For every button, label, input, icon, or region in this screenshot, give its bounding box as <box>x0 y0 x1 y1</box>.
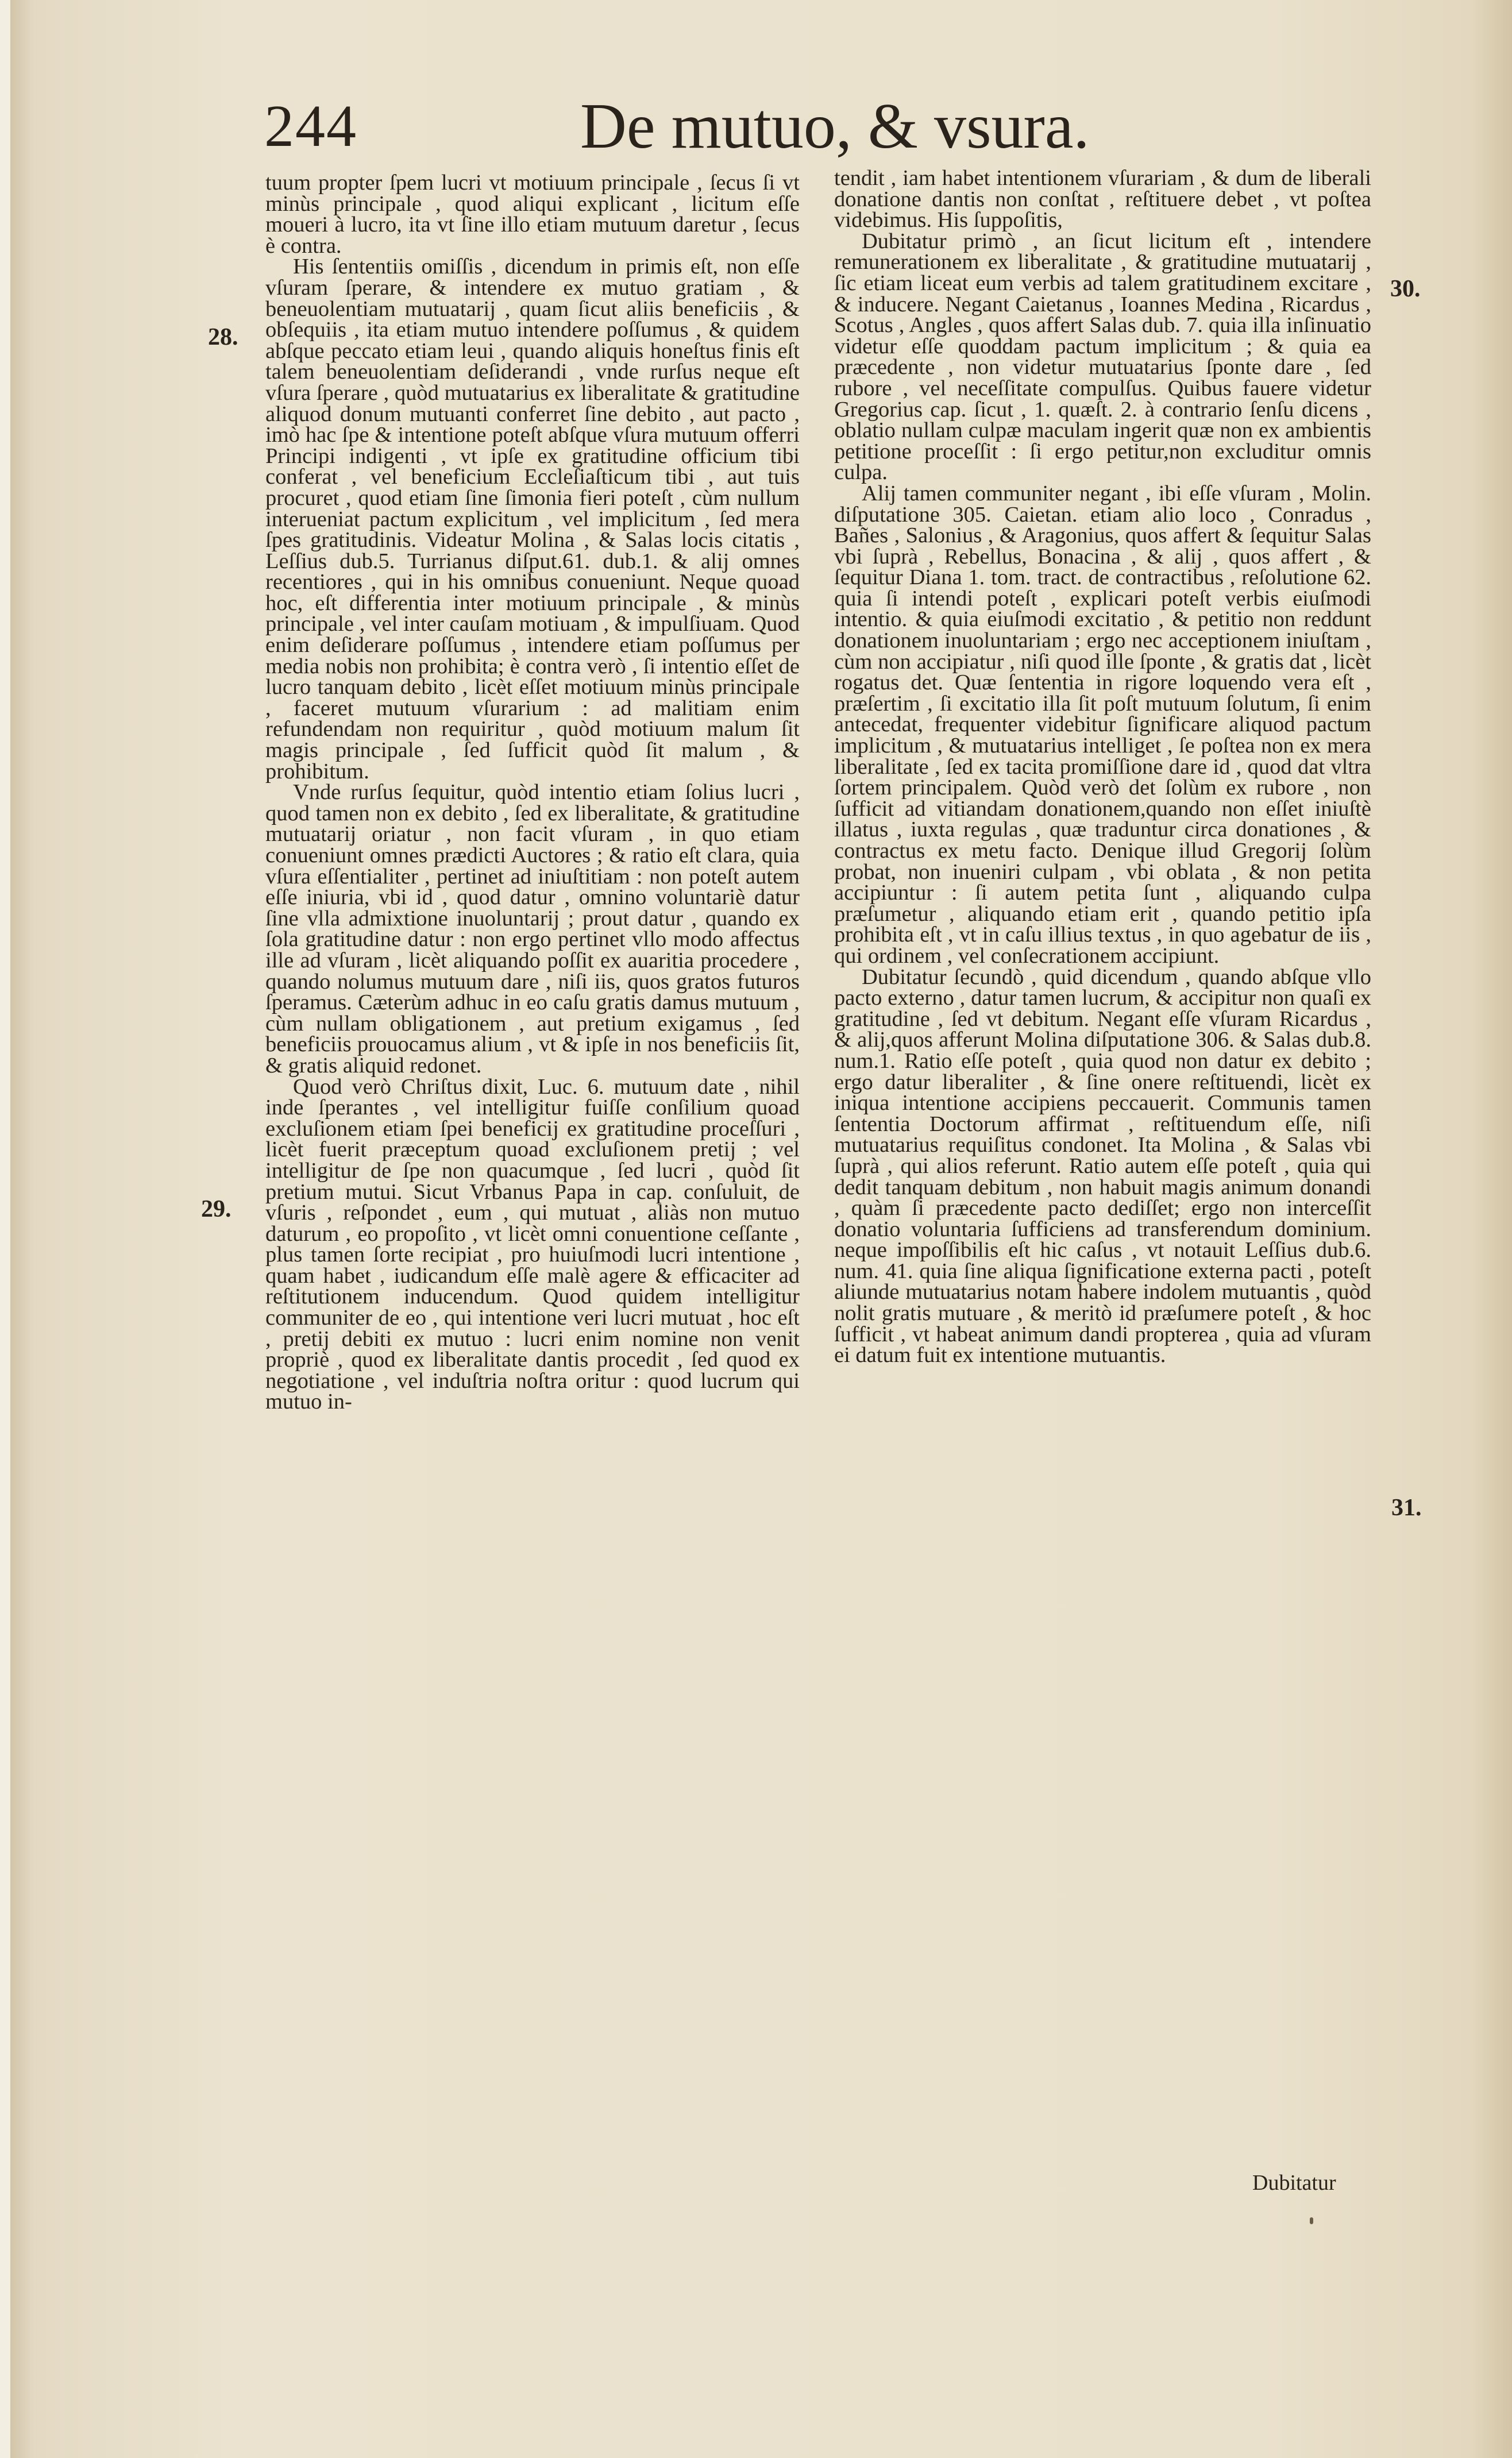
paragraph: tuum propter ſpem lucri vt motiuum principale , ſecus ſi vt minùs principale , quod aliqui explicant , licitum eſſe moueri à lucro, ita vt ſine illo etiam mutuum daretur , ſecus è contra. <box>265 171 800 258</box>
margin-number-30: 30. <box>1390 276 1421 302</box>
running-title: De mutuo, & vsura. <box>580 91 1090 162</box>
page-edge <box>0 0 10 2458</box>
paragraph: tendit , iam habet intentionem vſurariam , & dum de liberali donatione dantis non conſtat , reſtituere debet , vt poſtea videbimus. His ſuppoſitis, <box>834 166 1371 233</box>
paragraph: Dubitatur primò , an ſicut licitum eſt , intendere remunerationem ex liberalitate , & gratitudine mutuatarij , ſic etiam liceat eum verbis ad talem gratitudinem excitare , & inducere. Negant Caietanus , Ioannes Medina , Ricardus , Scotus , Angles , quos affert Salas dub. 7. quia illa inſinuatio videtur eſſe quoddam pactum implicitum ; & quia ea præcedente , non videtur mutuatarius ſponte dare , ſed rubore , vel neceſſitate compulſus. Quibus fauere videtur Gregorius cap. ſicut , 1. quæſt. 2. à contrario ſenſu dicens , oblatio nullam culpæ maculam ingerit quæ non ex ambientis petitione proceſſit : ſi ergo petitur,non excluditur omnis culpa. <box>834 229 1371 485</box>
paragraph: Vnde rurſus ſequitur, quòd intentio etiam ſolius lucri , quod tamen non ex debito , ſed ex liberalitate, & gratitudine mutuatarij oriatur , non facit vſuram , in quo etiam conueniunt omnes prædicti Auctores ; & ratio eſt clara, quia vſura eſſentialiter , pertinet ad iniuſtitiam : non poteſt autem eſſe iniuria, vbi id , quod datur , omnino voluntariè datur ſine vlla admixtione inuoluntarij ; prout datur , quando ex ſola gratitudine datur : non ergo pertinet vllo modo affectus ille ad vſuram , licèt aliquando poſſit ex auaritia procedere , quando nolumus mutuum dare , niſi iis, quos gratos futuros ſperamus. Cæterùm adhuc in eo caſu gratis damus mutuum , cùm nullam obligationem , aut pretium exigamus , ſed beneficiis prouocamus alium , vt & ipſe in nos beneficiis ſit, & gratis aliquid redonet. <box>265 780 800 1078</box>
paragraph: His ſententiis omiſſis , dicendum in primis eſt, non eſſe vſuram ſperare, & intendere ex mutuo gratiam , & beneuolentiam mutuatarij , quam ſicut aliis beneficiis , & obſequiis , ita etiam mutuo intendere poſſumus , & quidem abſque peccato etiam leui , quando aliquis honeſtus finis eſt talem beneuolentiam deſiderandi , vnde rurſus neque eſt vſura ſperare , quòd mutuatarius ex liberalitate & gratitudine aliquod donum mutuanti conferret ſine debito , aut pacto , imò hac ſpe & intentione poteſt abſque vſura mutuum offerri Principi indigenti , vt ipſe ex gratitudine officium tibi conferat , vel beneficium Eccleſiaſticum tibi , aut tuis procuret , quod etiam ſine ſimonia fieri poteſt , cùm nullum interueniat pactum explicitum , vel implicitum , ſed mera ſpes gratitudinis. Videatur Molina , & Salas locis citatis , Leſſius dub.5. Turrianus diſput.61. dub.1. & alij omnes recentiores , qui in his omnibus conueniunt. Neque quoad hoc, eſt differentia inter motiuum principale , & minùs principale , vel inter cauſam motiuam , & impulſiuam. Quod enim deſiderare poſſumus , intendere etiam poſſumus per media nobis non prohibita; è contra verò , ſi intentio eſſet de lucro tanquam debito , licèt eſſet motiuum minùs principale , faceret mutuum vſurarium : ad malitiam enim refundendam non requiritur , quòd motiuum malum ſit magis principale , ſed ſufficit quòd ſit malum , & prohibitum. <box>265 254 800 784</box>
ink-mark <box>1310 2217 1313 2224</box>
margin-number-31: 31. <box>1391 1495 1422 1521</box>
margin-number-29: 29. <box>201 1196 232 1222</box>
paragraph: Alij tamen communiter negant , ibi eſſe vſuram , Molin. diſputatione 305. Caietan. etiam alio loco , Conradus , Bañes , Salonius , & Aragonius, quos affert & ſequitur Salas vbi ſuprà , Rebellus, Bonacina , & alij , quos affert , & ſequitur Diana 1. tom. tract. de contractibus , reſolutione 62. quia ſi intendi poteſt , explicari poteſt verbis eiuſmodi intentio. & quia eiuſmodi excitatio , & petitio non reddunt donationem inuoluntariam ; ergo nec acceptionem iniuſtam , cùm non accipiatur , niſi quod ille ſponte , & gratis dat , licèt rogatus det. Quæ ſententia in rigore loquendo vera eſt , præſertim , ſi excitatio illa ſit poſt mutuum ſolutum, ſi enim antecedat, frequenter videbitur ſignificare aliquod pactum implicitum , & mutuatarius intelliget , ſe poſtea non ex mera liberalitate , ſed ex tacita promiſſione dare id , quod dat vltra ſortem principalem. Quòd verò det ſolùm ex rubore , non ſufficit ad vitiandam donationem,quando non eſſet iniuſtè illatus , iuxta regulas , quæ traduntur circa donationes , & contractus ex metu facto. Denique illud Gregorij ſolùm probat, non inueniri culpam , vbi oblata , & non petita accipiuntur : ſi autem petita ſunt , aliquando culpa præſumetur , aliquando etiam erit , quando petitio ipſa prohibita eſt , vt in caſu illius textus , in quo agebatur de iis , qui ordinem , vel conſecrationem accipiunt. <box>834 481 1371 968</box>
page-header <box>264 86 1137 167</box>
left-column <box>265 172 800 1413</box>
paragraph: Quod verò Chriſtus dixit, Luc. 6. mutuum date , nihil inde ſperantes , vel intelligitur fuiſſe conſilium quoad excluſionem etiam ſpei beneficij ex gratitudine proceſſuri , licèt fuerit præceptum quoad excluſionem pretij ; vel intelligitur de ſpe non quacumque , ſed lucri , quòd ſit pretium mutui. Sicut Vrbanus Papa in cap. conſuluit, de vſuris , reſpondet , eum , qui mutuat , aliàs non mutuo daturum , eo propoſito , vt licèt omni conuentione ceſſante , plus tamen ſorte recipiat , pro huiuſmodi lucri intentione , quam habet , iudicandum eſſe malè agere & efficaciter ad reſtitutionem inducendum. Quod quidem intelligitur communiter de eo , qui intentione veri lucri mutuat , hoc eſt , pretij debiti ex mutuo : lucri enim nomine non venit propriè , quod ex liberalitate dantis procedit , ſed quod ex negotiatione , vel induſtria noſtra oritur : quod lucrum qui mutuo in- <box>265 1074 800 1414</box>
catchword: Dubitatur <box>1252 2171 1336 2195</box>
paragraph: Dubitatur ſecundò , quid dicendum , quando abſque vllo pacto externo , datur tamen lucrum, & accipitur non quaſi ex gratitudine , ſed vt debitum. Negant eſſe vſuram Ricardus , & alij,quos afferunt Molina diſputatione 306. & Salas dub.8. num.1. Ratio eſſe poteſt , quia quod non datur ex debito ; ergo datur liberaliter , & ſine onere reſtituendi, licèt ex iniqua intentione accipiens peccauerit. Communis tamen ſententia Doctorum affirmat , reſtituendum eſſe, niſi mutuatarius requiſitus condonet. Ita Molina , & Salas vbi ſuprà , qui alios referunt. Ratio autem eſſe poteſt , quia qui dedit tanquam debitum , non habuit magis animum donandi , quàm ſi præcedente pacto dediſſet; ergo non interceſſit donatio voluntaria ſufficiens ad transferendum dominium. neque impoſſibilis eſt hic caſus , vt notauit Leſſius dub.6. num. 41. quia ſine aliqua ſignificatione externa pacti , poteſt aliunde mutuatarius notam habere indolem mutuantis , quòd nolit gratis mutuare , & meritò id præſumere poteſt , & hoc ſufficit , vt habeat animum dandi propterea , quia ad vſuram ei datum fuit ex intentione mutuantis. <box>834 964 1371 1368</box>
right-column <box>834 168 1371 1366</box>
page-number: 244 <box>264 93 357 159</box>
margin-number-28: 28. <box>208 324 238 350</box>
